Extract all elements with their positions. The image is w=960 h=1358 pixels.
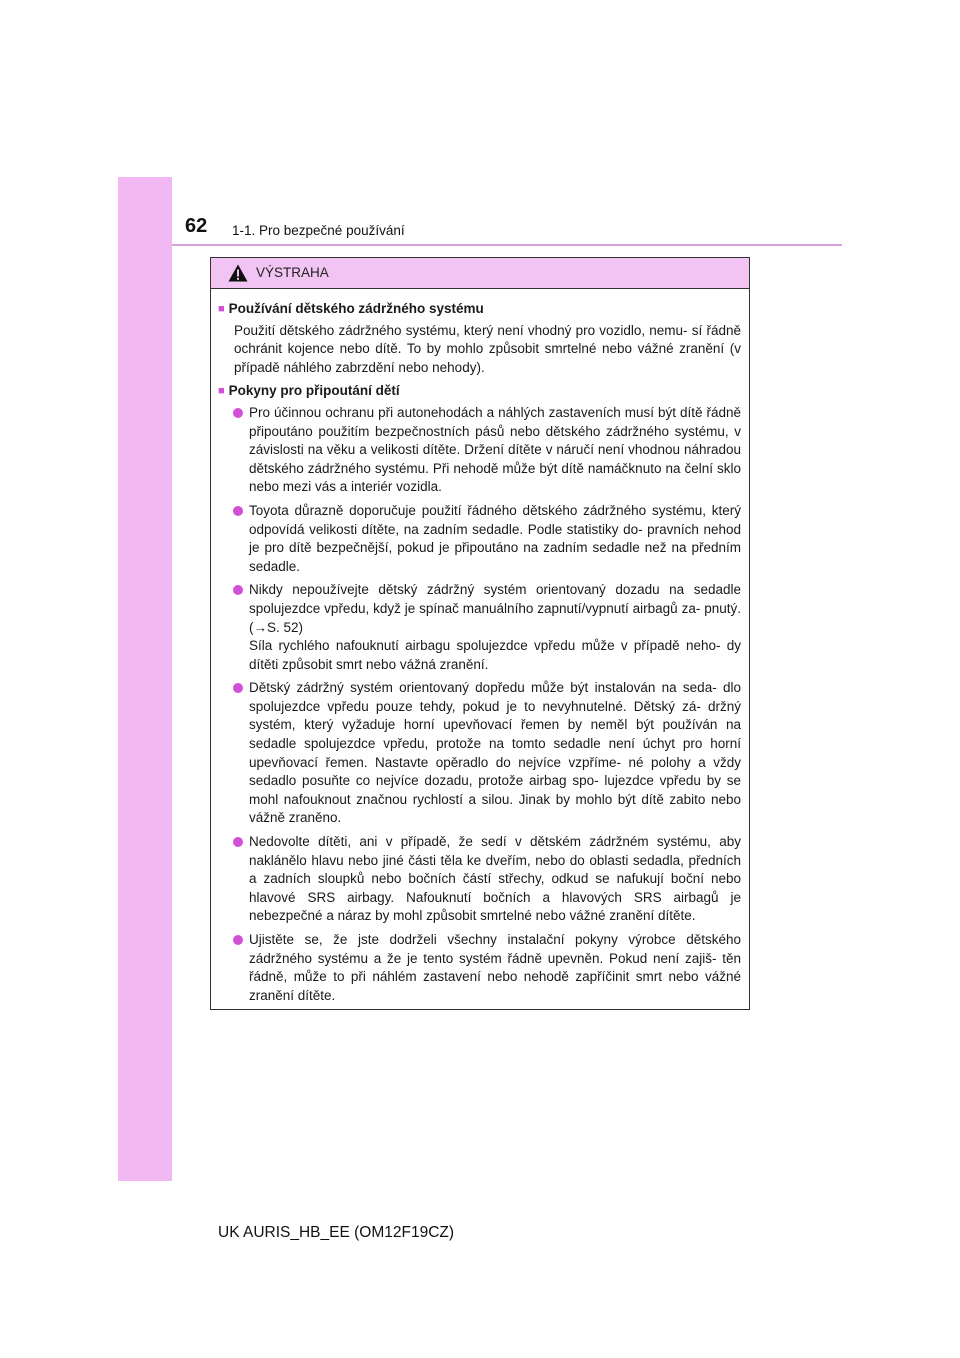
footer-model-code: UK AURIS_HB_EE (OM12F19CZ) — [218, 1224, 455, 1241]
warning-triangle-icon — [228, 264, 248, 282]
list-item — [218, 581, 741, 674]
list-item — [218, 502, 741, 576]
round-bullet-icon — [233, 408, 243, 418]
section-title: 1-1. Pro bezpečné používání — [232, 223, 405, 238]
warning-header — [211, 258, 749, 289]
header-rule — [172, 244, 842, 246]
warning-body — [211, 289, 749, 1005]
page-number: 62 — [185, 215, 208, 237]
warning-box — [210, 257, 750, 1010]
square-bullet-icon: ■ — [218, 385, 225, 398]
warning-label: VÝSTRAHA — [256, 265, 329, 280]
list-item-text: Nikdy nepoužívejte dětský zádržný systém orientovaný dozadu na sedadle spolujezdce vpředu, když je spínač manuálního zapnutí/vypnutí airbagů za- pnutý. (→S. 52) Síla rychlého nafouknutí airbagu spolujezdce vpředu může v případě neho- dy dítěti způsobit smrt nebo vážná zranění. — [249, 582, 741, 672]
square-bullet-icon: ■ — [218, 303, 225, 315]
list-item — [218, 404, 741, 497]
section-heading — [218, 382, 741, 402]
section-paragraph: Použití dětského zádržného systému, který není vhodný pro vozidlo, nemu- sí řádně ochránit kojence nebo dítě. To by mohlo způsobit smrtelné nebo vážné zranění (v případě náhlého zabrzdění nebo nehody). — [234, 322, 741, 375]
bullet-list — [218, 404, 741, 1005]
list-item-text: Ujistěte se, že jste dodrželi všechny instalační pokyny výrobce dětského zádržného systému a že je tento systém řádně upevněn. Pokud není zajiš- těn řádně, může to při náhlém zastavení nebo nehodě zapříčinit smrt nebo vážné zranění dítěte. — [249, 932, 741, 1003]
list-item — [218, 931, 741, 1005]
list-item — [218, 833, 741, 926]
list-item-text: Dětský zádržný systém orientovaný dopředu může být instalován na seda- dlo spolujezdce vpředu pouze tehdy, pokud je to nevyhnutelné. Dětský zá- držný systém, který vyžaduje horní upevňovací řemen by neměl být používán na sedadle spolujezdce vpředu, protože na tomto sedadle není úchyt pro horní upevňovací řemen. Nastavte opěradlo do nejvíce vzpříme- né polohy a vždy sedadlo posuňte co nejvíce dozadu, protože airbag spo- lujezdce vpředu by se mohl nafouknout značnou rychlostí a silou. Jinak by mohlo být dítě zabito nebo vážně zraněno. — [249, 680, 741, 826]
section-heading-text: Používání dětského zádržného systému — [228, 301, 484, 316]
side-band — [118, 177, 172, 1181]
round-bullet-icon — [233, 935, 243, 945]
list-item-text: Pro účinnou ochranu při autonehodách a náhlých zastaveních musí být dítě řádně připoutáno použitím bezpečnostních pásů nebo dětského zádržného systému, v závislosti na věku a velikosti dítěte. Držení dítěte v náručí není vhodnou náhradou dětského zádržného systému. Při nehodě může být dítě namáčknuto na čelní sklo nebo mezi vás a interiér vozidla. — [249, 404, 741, 495]
section-heading-text: Pokyny pro připoutání dětí — [228, 383, 400, 399]
section-heading — [218, 300, 741, 320]
list-item-text: Nedovolte dítěti, ani v případě, že sedí v dětském zádržném systému, aby naklánělo hlavu nebo jiné části těla ke dveřím, nebo do oblasti sedadla, předních a zadních sloupků nebo bočních částí střechy, odkud se nafukují boční nebo hlavové SRS airbagy. Nafouknutí bočních a hlavových SRS airbagů je nebezpečné a náraz by mohl způsobit smrtelné nebo vážné zranění dítěte. — [249, 834, 741, 924]
round-bullet-icon — [233, 506, 243, 516]
round-bullet-icon — [233, 837, 243, 847]
round-bullet-icon — [233, 683, 243, 693]
round-bullet-icon — [233, 585, 243, 595]
list-item — [218, 679, 741, 828]
list-item-text: Toyota důrazně doporučuje použití řádného dětského zádržného systému, který odpovídá velikosti dítěte, na zadním sedadle. Podle statistiky do- pravních nehod je pro dítě bezpečnější, pokud je připoutáno na zadním sedadle než na předním sedadle. — [249, 502, 741, 574]
